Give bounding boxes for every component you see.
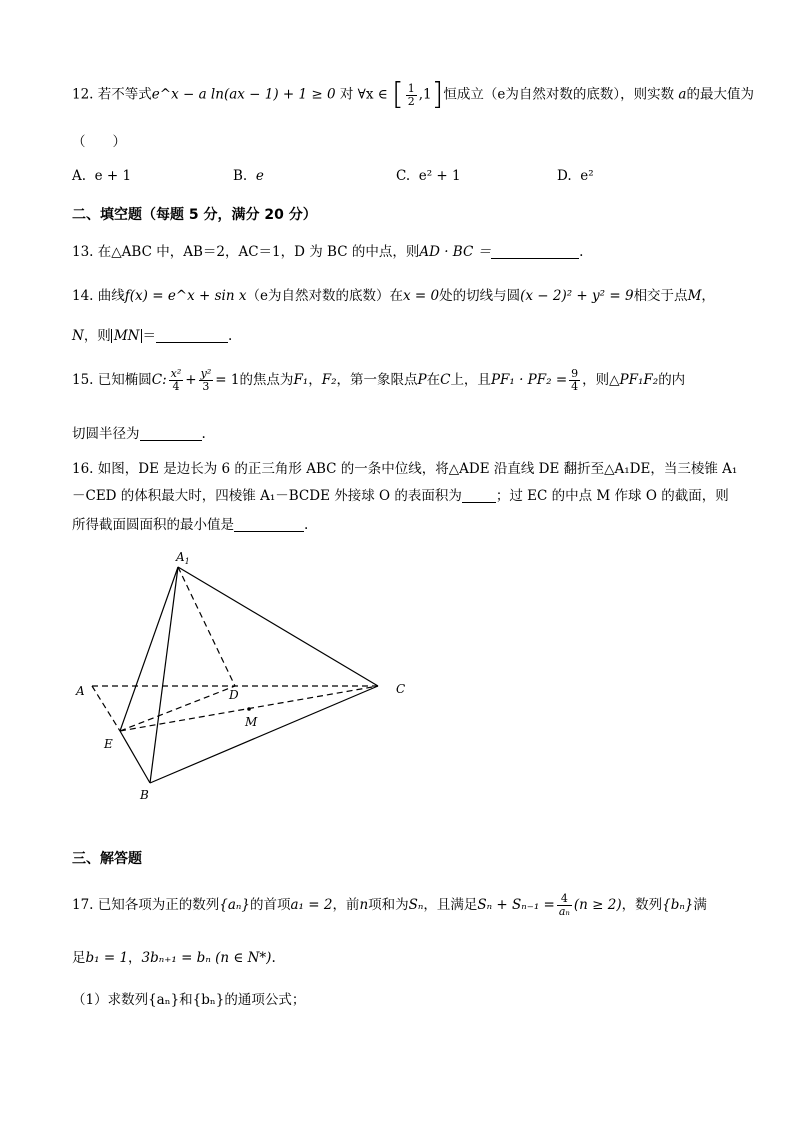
point-m [247, 707, 251, 711]
q15-answer-blank[interactable] [140, 426, 202, 441]
right-bracket: ] [431, 77, 444, 112]
edge-a1-c [178, 567, 378, 686]
q16-line2: －CED 的体积最大时，四棱锥 A₁－BCDE 外接球 O 的表面积为 ；过 EC 的中点 M 作球 O 的截面，则 [72, 488, 729, 504]
q15-line1: 15. 已知椭圆C: $\frac{\text{x²}}{4}$ + $\frac{\text{y²}}{3}$ = 1的焦点为F₁，F₂，第一象限点P在C上，且PF₁ · PF₂ = $\frac{9}{4}$ ，则△PF₁F₂的内 [72, 367, 686, 393]
q13-vector: AD · BC ＝ [419, 244, 492, 260]
edge-a1-d [178, 567, 235, 686]
edge-b-c [150, 686, 378, 783]
q16-line1: 16. 如图，DE 是边长为 6 的正三角形 ABC 的一条中位线，将△ADE 沿直线 DE 翻折至△A₁DE，当三棱锥 A₁ [72, 461, 738, 477]
q16-answer-blank-2[interactable] [234, 517, 304, 532]
q15-frac-94: $\frac{9}{4}$ [571, 367, 579, 393]
edge-a-e [92, 686, 120, 731]
edge-e-b [120, 731, 150, 783]
q12-number: 12. [72, 86, 94, 103]
edge-a1-e [120, 567, 178, 731]
choice-c[interactable]: C. e² + 1 [396, 168, 461, 184]
q17-fraction: $\frac{4}{\text{aₙ}}$ [558, 892, 570, 918]
label-a1: $A_1$ [176, 550, 190, 566]
q13-answer-blank[interactable] [491, 244, 579, 259]
q12-inequality: e^x − a ln(ax − 1) + 1 ≥ 0 [151, 86, 336, 103]
q14-abs-mn: MN [111, 329, 143, 343]
q16-line3: 所得截面圆面积的最小值是 . [72, 517, 309, 533]
label-a: A [76, 684, 85, 698]
q13-text: 在△ABC 中，AB＝2，AC＝1，D 为 BC 的中点，则 [97, 244, 420, 260]
q12-text-4: 的最大值为 [686, 86, 754, 103]
q12-paren: （ ） [72, 134, 126, 150]
label-d: D [229, 688, 239, 702]
q17-part1: （1）求数列{aₙ}和{bₙ}的通项公式； [72, 992, 306, 1008]
edge-a1-b [150, 567, 178, 783]
choice-d[interactable]: D. e² [557, 168, 594, 184]
q12-interval-end: ,1 [418, 86, 432, 103]
q12-text-2: 对 ∀x ∈ [339, 86, 388, 103]
choice-a[interactable]: A. e + 1 [72, 168, 132, 184]
q13-line: 13. 在△ABC 中，AB＝2，AC＝1，D 为 BC 的中点，则AD · BC ＝ . [72, 244, 584, 260]
section-2-heading: 二、填空题（每题 5 分，满分 20 分） [72, 207, 317, 223]
q15-line2: 切圆半径为 . [72, 426, 206, 442]
q14-line2: N，则 MN ＝ . [72, 328, 233, 344]
label-m: M [245, 715, 258, 729]
q17-line2: 足b₁ = 1，3bₙ₊₁ = bₙ (n ∈ N*). [72, 950, 276, 966]
q14-function: f(x) = e^x + sin x [124, 288, 247, 304]
label-b: B [140, 788, 149, 802]
label-c: C [396, 682, 406, 696]
choice-b[interactable]: B. e [233, 168, 264, 184]
q14-line1: 14. 曲线f(x) = e^x + sin x（e为自然对数的底数）在x = 0处的切线与圆(x − 2)² + y² = 9相交于点M， [72, 288, 715, 304]
q12-text-3: 恒成立（e为自然对数的底数），则实数 [443, 86, 675, 103]
q16-answer-blank-1[interactable] [462, 488, 496, 503]
left-bracket: [ [392, 77, 404, 112]
q15-vectors: PF₁ · PF₂ = [490, 372, 568, 388]
q12-text-1: 若不等式 [97, 86, 152, 103]
edge-e-d [120, 686, 235, 731]
q12-line1 [72, 77, 754, 112]
section-3-heading: 三、解答题 [72, 851, 142, 867]
q14-circle: (x − 2)² + y² = 9 [520, 288, 634, 304]
q15-frac-x: $\frac{\text{x²}}{4}$ [170, 367, 182, 393]
q12-var-a: a [678, 86, 687, 103]
label-e: E [104, 737, 113, 751]
q14-answer-blank[interactable] [156, 328, 228, 343]
q17-line1: 17. 已知各项为正的数列{aₙ}的首项a₁ = 2，前n项和为Sₙ，且满足Sₙ + Sₙ₋₁ = $\frac{4}{\text{aₙ}}$ (n ≥ 2)，数列{bₙ}满 [72, 892, 707, 918]
q15-frac-y: $\frac{\text{y²}}{3}$ [200, 367, 212, 393]
pyramid-figure [70, 545, 430, 805]
q12-fraction: $\frac{1}{2}$ [407, 81, 415, 108]
